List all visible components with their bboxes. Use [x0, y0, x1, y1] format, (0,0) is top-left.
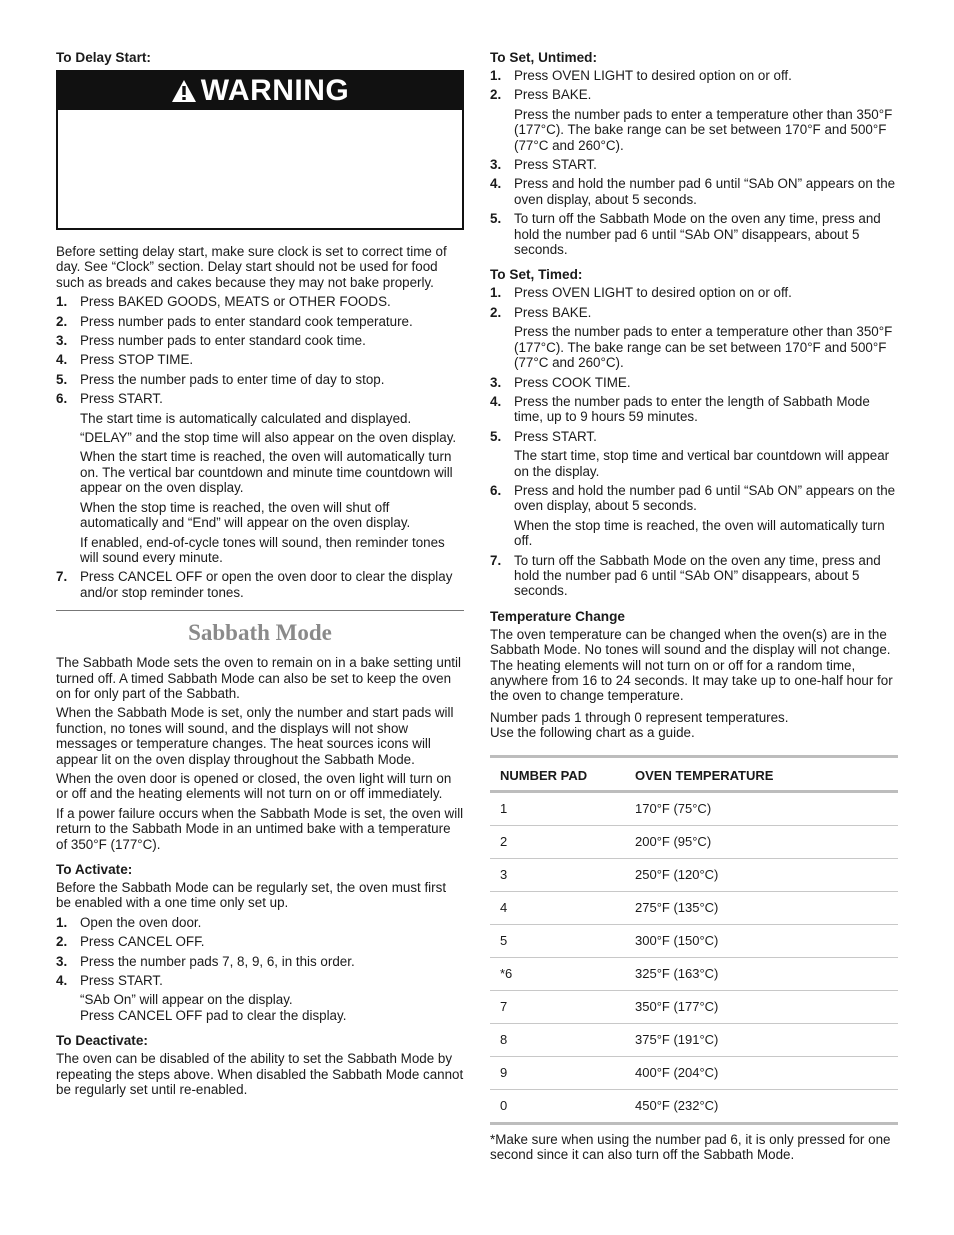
left-column [56, 50, 464, 1101]
step-number: 3. [490, 157, 502, 173]
step-item [56, 352, 464, 367]
oven-temperature-cell: 375°F (191°C) [625, 1023, 898, 1056]
temperature-change-intro: The oven temperature can be changed when the oven(s) are in the Sabbath Mode. No tones will sound and the display will not change. The heating elements will not turn on or off for a random time, anywhere from 16 to 24 seconds. It may take up to one-half hour for the oven to change temperature. [490, 626, 893, 704]
step-item [490, 68, 898, 83]
step-text: Press START. [514, 157, 597, 173]
oven-temperature-cell: 170°F (75°C) [625, 791, 898, 825]
sabbath-paragraph: If a power failure occurs when the Sabbath Mode is set, the oven will return to the Sabbath Mode in an untimed bake with a temperature of 350°F (177°C). [56, 805, 464, 852]
number-pad-cell: 4 [490, 891, 625, 924]
temperature-change-heading: Temperature Change [490, 608, 625, 624]
sabbath-intro [56, 655, 464, 852]
number-pad-cell: 3 [490, 858, 625, 891]
step-item [56, 915, 464, 930]
step-item [490, 429, 898, 479]
step-item [56, 569, 464, 600]
step-number: 3. [56, 333, 68, 349]
number-pad-cell: 1 [490, 791, 625, 825]
step-item [56, 333, 464, 348]
step-number: 1. [490, 285, 502, 301]
step-text: To turn off the Sabbath Mode on the oven any time, press and hold the number pad 6 until “SAb ON” disappears, about 5 seconds. [514, 552, 881, 599]
sabbath-mode-title: Sabbath Mode [188, 620, 332, 646]
table-row [490, 825, 898, 858]
untimed-steps-list [490, 68, 898, 257]
step-text: Press number pads to enter standard cook temperature. [80, 313, 413, 329]
step-number: 6. [56, 391, 68, 407]
sabbath-paragraph: When the Sabbath Mode is set, only the number and start pads will function, no tones will sound, and the displays will not show messages or temperature changes. The heat sources icons will appear lit on the oven display throughout the Sabbath Mode. [56, 705, 454, 767]
step-text: Press START. [80, 391, 163, 407]
warning-box [56, 70, 464, 230]
step-text: Press OVEN LIGHT to desired option on or off. [514, 285, 792, 301]
step-text: Press BAKE. [514, 304, 592, 320]
sabbath-paragraph: The Sabbath Mode sets the oven to remain on in a bake setting until turned off. A timed Sabbath Mode can also be set to keep the oven on for only part of the Sabbath. [56, 655, 461, 701]
step-number: 2. [56, 313, 68, 329]
number-pad-cell: 5 [490, 924, 625, 957]
step-note: If enabled, end-of-cycle tones will sound, then reminder tones will sound every minute. [80, 534, 445, 565]
step-text: To turn off the Sabbath Mode on the oven any time, press and hold the number pad 6 until “SAb ON” disappears, about 5 seconds. [514, 211, 881, 258]
step-item [490, 211, 898, 257]
number-pad-cell: 7 [490, 990, 625, 1023]
oven-temperature-cell: 400°F (204°C) [625, 1056, 898, 1089]
step-text: Press the number pads to enter time of day to stop. [80, 371, 385, 387]
step-number: 1. [56, 914, 68, 930]
oven-temperature-cell: 350°F (177°C) [625, 990, 898, 1023]
table-row [490, 1089, 898, 1123]
number-pad-cell: 9 [490, 1056, 625, 1089]
step-text: Press START. [80, 973, 163, 989]
step-number: 5. [490, 211, 502, 227]
step-text: Press BAKE. [514, 87, 592, 103]
untimed-heading: To Set, Untimed: [490, 50, 597, 65]
oven-temperature-cell: 200°F (95°C) [625, 825, 898, 858]
step-item [56, 954, 464, 969]
step-number: 5. [56, 371, 68, 387]
step-text: Press the number pads 7, 8, 9, 6, in this order. [80, 953, 355, 969]
warning-label: WARNING [200, 74, 350, 108]
deactivate-text: The oven can be disabled of the ability to set the Sabbath Mode by repeating the steps above. When disabled the Sabbath Mode cannot be regularly set until re-enabled. [56, 1051, 464, 1098]
table-row [490, 1023, 898, 1056]
step-number: 3. [490, 374, 502, 390]
section-divider [56, 610, 464, 611]
step-number: 7. [490, 552, 502, 568]
step-number: 6. [490, 482, 502, 498]
step-item [490, 375, 898, 390]
table-row [490, 957, 898, 990]
step-text: Press STOP TIME. [80, 352, 194, 368]
step-item [490, 285, 898, 300]
step-item [56, 314, 464, 329]
step-note: Press the number pads to enter a temperature other than 350°F (177°C). The bake range can be set between 170°F and 500°F (77°C and 260°C). [514, 324, 893, 371]
table-row [490, 990, 898, 1023]
table-footnote: *Make sure when using the number pad 6, it is only pressed for one second since it can also turn off the Sabbath Mode. [490, 1131, 891, 1163]
step-number: 4. [490, 393, 502, 409]
step-number: 2. [56, 934, 68, 950]
table-row [490, 891, 898, 924]
step-item [490, 483, 898, 549]
step-number: 2. [490, 87, 502, 103]
step-number: 2. [490, 304, 502, 320]
step-text: Press and hold the number pad 6 until “SAb ON” appears on the oven display, about 5 seconds. [514, 176, 896, 207]
step-item [56, 372, 464, 387]
step-text: Press CANCEL OFF or open the oven door to clear the display and/or stop reminder tones. [80, 569, 453, 600]
step-item [56, 973, 464, 1023]
table-row [490, 924, 898, 957]
step-note: Press the number pads to enter a temperature other than 350°F (177°C). The bake range can be set between 170°F and 500°F (77°C and 260°C). [514, 106, 893, 153]
oven-temperature-cell: 450°F (232°C) [625, 1089, 898, 1123]
delay-start-heading: To Delay Start: [56, 50, 151, 65]
step-number: 1. [56, 294, 68, 310]
activate-steps-list [56, 915, 464, 1023]
step-text: Press and hold the number pad 6 until “SAb ON” appears on the oven display, about 5 seconds. [514, 482, 896, 514]
oven-temperature-cell: 325°F (163°C) [625, 957, 898, 990]
step-number: 7. [56, 569, 68, 585]
oven-temperature-cell: 300°F (150°C) [625, 924, 898, 957]
right-column [490, 50, 898, 1166]
step-text: Press number pads to enter standard cook time. [80, 333, 366, 349]
table-row [490, 1056, 898, 1089]
step-note: The start time is automatically calculated and displayed. [80, 410, 412, 426]
timed-heading: To Set, Timed: [490, 267, 583, 283]
activate-intro: Before the Sabbath Mode can be regularly set, the oven must first be enabled with a one time only set up. [56, 880, 447, 911]
number-pad-cell: *6 [490, 957, 625, 990]
warning-triangle-icon [171, 79, 197, 103]
table-row [490, 791, 898, 825]
step-text: Press the number pads to enter the length of Sabbath Mode time, up to 9 hours 59 minutes. [514, 393, 870, 425]
step-text: Press BAKED GOODS, MEATS or OTHER FOODS. [80, 294, 391, 310]
step-item [490, 157, 898, 172]
step-note: When the stop time is reached, the oven will automatically turn off. [514, 517, 885, 549]
timed-steps-list [490, 285, 898, 598]
step-text: Press COOK TIME. [514, 374, 631, 390]
number-pad-cell: 8 [490, 1023, 625, 1056]
header-oven-temperature: OVEN TEMPERATURE [625, 756, 898, 791]
step-note: The start time, stop time and vertical bar countdown will appear on the display. [514, 448, 890, 479]
step-item [490, 87, 898, 153]
number-pad-cell: 0 [490, 1089, 625, 1123]
temperature-table [490, 755, 898, 1125]
oven-temperature-cell: 250°F (120°C) [625, 858, 898, 891]
sabbath-paragraph: When the oven door is opened or closed, the oven light will turn on or off and the heating elements will not turn on or off immediately. [56, 770, 452, 802]
oven-temperature-cell: 275°F (135°C) [625, 891, 898, 924]
step-item [490, 553, 898, 599]
step-note: When the stop time is reached, the oven will shut off automatically and “End” will appear on the oven display. [80, 499, 411, 531]
deactivate-heading: To Deactivate: [56, 1033, 148, 1049]
table-header-row [490, 756, 898, 791]
step-text: Press CANCEL OFF. [80, 934, 205, 950]
delay-intro: Before setting delay start, make sure clock is set to correct time of day. See “Clock” section. Delay start should not be used for food such as breads and cakes because they may not bake properly. [56, 244, 447, 290]
step-number: 3. [56, 953, 68, 969]
step-item [490, 394, 898, 425]
step-item [490, 176, 898, 207]
step-number: 4. [56, 973, 68, 989]
step-text: Press START. [514, 428, 597, 444]
step-number: 4. [490, 176, 502, 192]
number-pad-cell: 2 [490, 825, 625, 858]
delay-steps-list [56, 294, 464, 600]
table-row [490, 858, 898, 891]
step-text: Open the oven door. [80, 914, 202, 930]
step-number: 5. [490, 428, 502, 444]
step-item [490, 305, 898, 371]
step-item [56, 294, 464, 309]
step-item [56, 391, 464, 565]
step-note: When the start time is reached, the oven will automatically turn on. The vertical bar countdown and minute time countdown will appear on the oven display. [80, 449, 453, 496]
step-note: “SAb On” will appear on the display. Press CANCEL OFF pad to clear the display. [80, 992, 347, 1023]
step-number: 4. [56, 352, 68, 368]
activate-heading: To Activate: [56, 862, 133, 877]
step-text: Press OVEN LIGHT to desired option on or off. [514, 68, 792, 83]
chart-guide-note: Number pads 1 through 0 represent temperatures. Use the following chart as a guide. [490, 709, 789, 741]
step-note: “DELAY” and the stop time will also appear on the oven display. [80, 430, 457, 446]
warning-banner [58, 72, 462, 110]
step-item [56, 934, 464, 949]
header-number-pad: NUMBER PAD [490, 756, 625, 791]
step-number: 1. [490, 68, 502, 83]
